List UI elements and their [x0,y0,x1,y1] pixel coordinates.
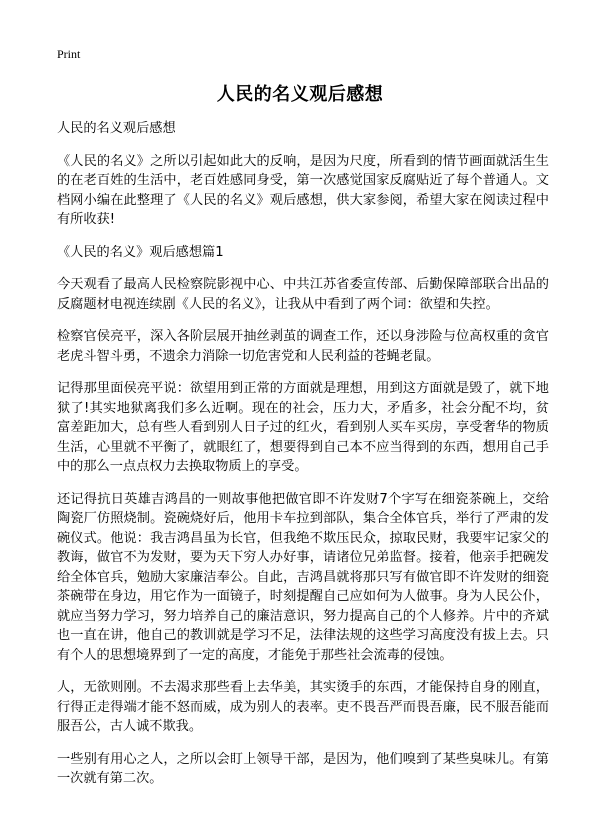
body-paragraph: 今天观看了最高人民检察院影视中心、中共江苏省委宣传部、后勤保障部联合出品的反腐题材电视连续剧《人民的名义》，让我从中看到了两个词：欲望和失控。 [57,277,549,312]
intro-paragraph: 《人民的名义》之所以引起如此大的反响，是因为尺度，所看到的情节画面就活生生的在老百姓的生活中，老百姓感同身受，第一次感觉国家反腐贴近了每个普通人。文档网小编在此整理了《人民的名义》观后感想，供大家参阅，希望大家在阅读过程中有所收获! [57,153,549,227]
body-paragraph: 检察官侯亮平，深入各阶层展开抽丝剥茧的调查工作，还以身涉险与位高权重的贪官老虎斗智斗勇，不遗余力消除一切危害党和人民利益的苍蝇老鼠。 [57,329,549,364]
body-paragraph: 人，无欲则刚。不去渴求那些看上去华美，其实烫手的东西，才能保持自身的刚直，行得正走得端才能不怒而威，成为别人的表率。吏不畏吾严而畏吾廉，民不服吾能而服吾公，古人诚不欺我。 [57,680,549,734]
print-link[interactable]: Print [57,47,81,61]
document-subtitle: 人民的名义观后感想 [57,121,176,136]
body-paragraph: 一些别有用心之人，之所以会盯上领导干部，是因为，他们嗅到了某些臭味儿。有第一次就有第二次。 [57,751,549,786]
document-body [57,119,549,802]
body-paragraph: 记得那里面侯亮平说：欲望用到正常的方面就是理想，用到这方面就是毁了，就下地狱了!其实地狱离我们多么近啊。现在的社会，压力大，矛盾多，社会分配不均，贫富差距加大，总有些人看到别人日子过的红火，看到别人买车买房，享受奢华的物质生活，心里就不平衡了，就眼红了，想要得到自己本不应当得到的东西，想用自己手中的那么一点点权力去换取物质上的享受。 [57,381,549,474]
document-title: 人民的名义观后感想 [216,84,384,105]
section-heading: 《人民的名义》观后感想篇1 [57,244,224,260]
body-paragraph: 还记得抗日英雄吉鸿昌的一则故事他把做官即不许发财7个字写在细瓷茶碗上，交给陶瓷厂仿照烧制。瓷碗烧好后，他用卡车拉到部队，集合全体官兵，举行了严肃的发碗仪式。他说：我吉鸿昌虽为长官，但我绝不欺压民众，掠取民财，我要牢记家父的教诲，做官不为发财，要为天下穷人办好事，请诸位兄弟监督。接着，他亲手把碗发给全体官兵，勉励大家廉洁奉公。自此，吉鸿昌就将那只写有做官即不许发财的细瓷茶碗带在身边，用它作为一面镜子，时刻提醒自己应如何为人做事。身为人民公仆，就应当努力学习，努力培养自己的廉洁意识，努力提高自己的个人修养。片中的齐斌也一直在讲，他自己的教训就是学习不足，法律法规的这些学习高度没有拔上去。只有个人的思想境界到了一定的高度，才能免于那些社会流毒的侵蚀。 [57,491,549,663]
